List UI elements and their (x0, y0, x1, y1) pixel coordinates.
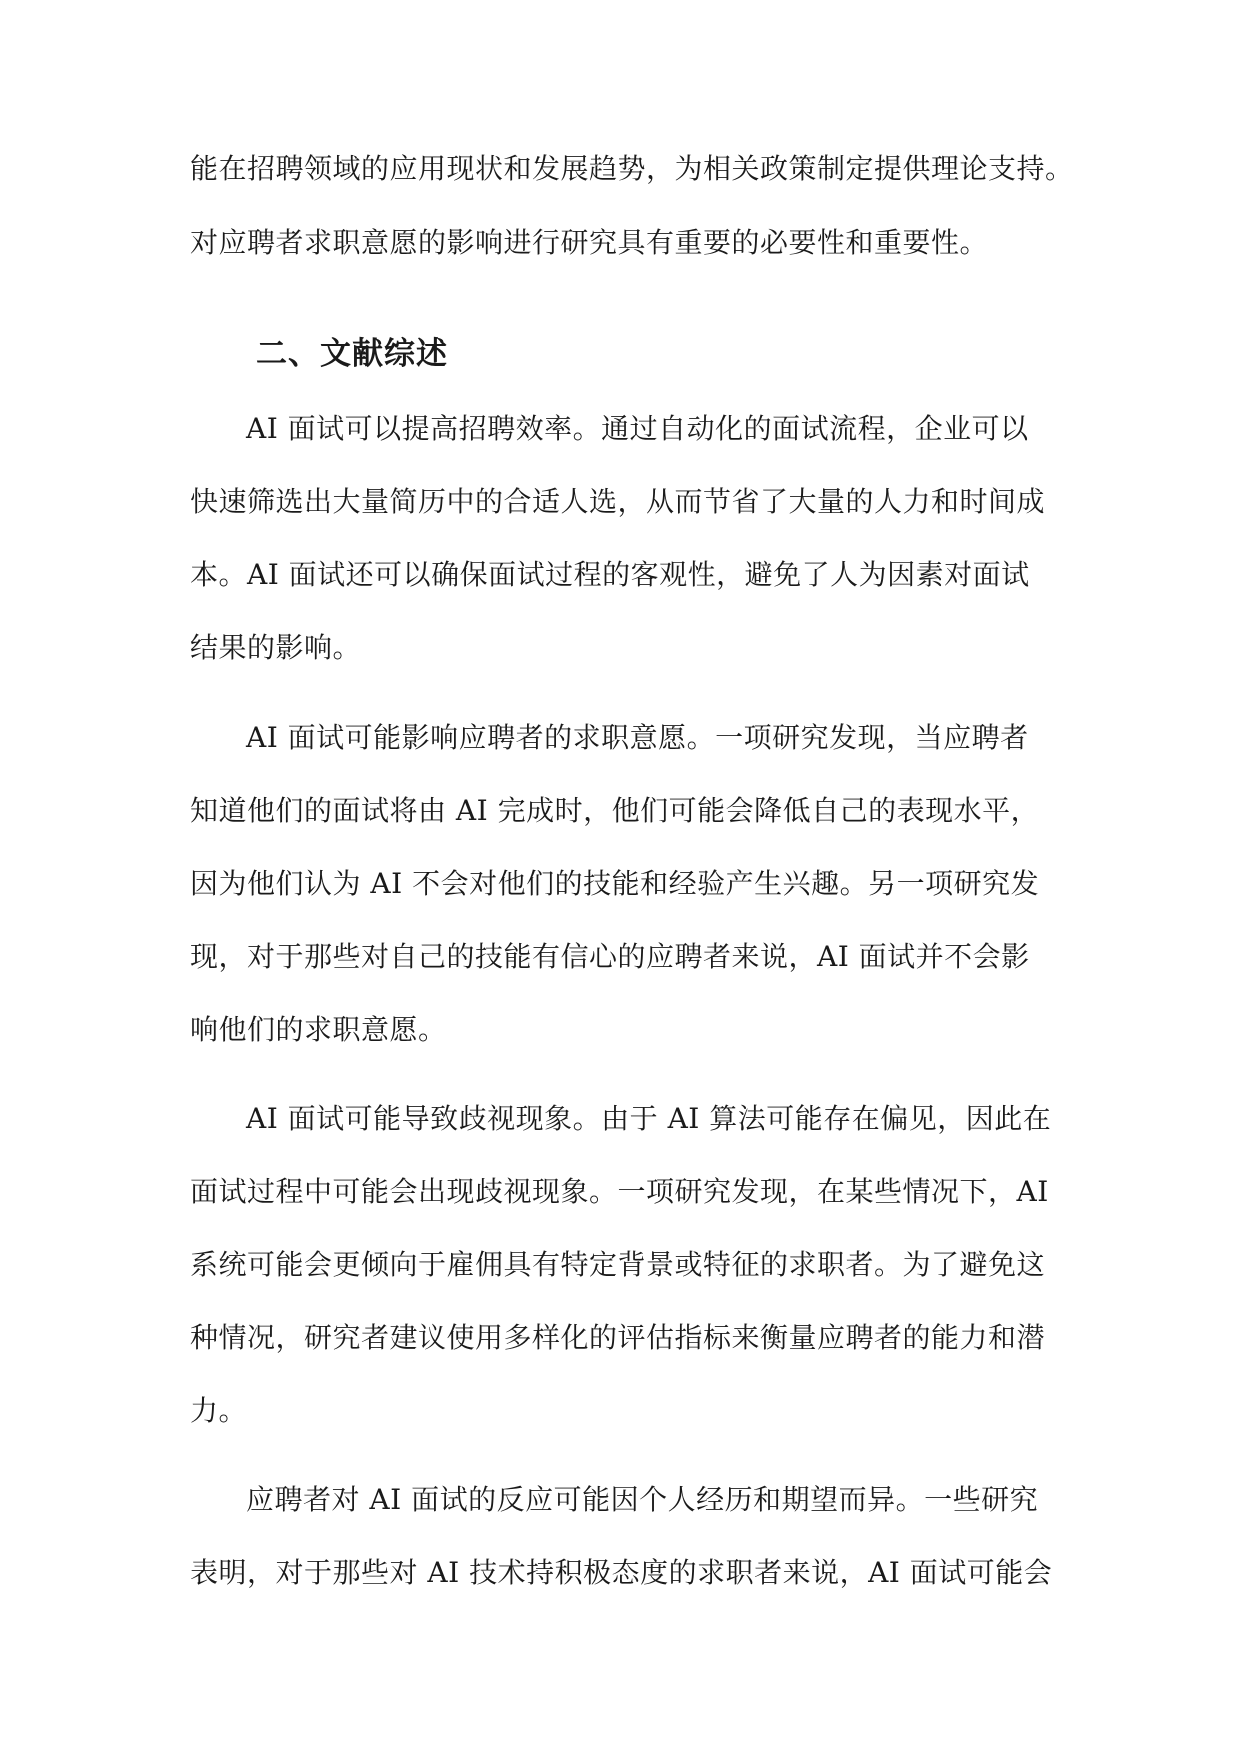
intro-line-1: 能在招聘领域的应用现状和发展趋势，为相关政策制定提供理论支持。 (190, 152, 1074, 185)
paragraph-3-line-3: 系统可能会更倾向于雇佣具有特定背景或特征的求职者。为了避免这 (190, 1248, 1046, 1281)
paragraph-3-line-4: 种情况，研究者建议使用多样化的评估指标来衡量应聘者的能力和潜 (190, 1321, 1046, 1354)
paragraph-4-line-2: 表明，对于那些对 AI 技术持积极态度的求职者来说，AI 面试可能会 (190, 1556, 1053, 1589)
paragraph-1-line-3: 本。AI 面试还可以确保面试过程的客观性，避免了人为因素对面试 (190, 558, 1030, 591)
paragraph-1-line-1: AI 面试可以提高招聘效率。通过自动化的面试流程，企业可以 (246, 412, 1029, 445)
paragraph-2-line-4: 现，对于那些对自己的技能有信心的应聘者来说，AI 面试并不会影 (190, 940, 1030, 973)
paragraph-3-line-1: AI 面试可能导致歧视现象。由于 AI 算法可能存在偏见，因此在 (246, 1102, 1052, 1135)
paragraph-2-line-2: 知道他们的面试将由 AI 完成时，他们可能会降低自己的表现水平， (190, 794, 1040, 827)
intro-line-2: 对应聘者求职意愿的影响进行研究具有重要的必要性和重要性。 (190, 226, 989, 259)
section-heading: 二、文献综述 (256, 336, 448, 372)
paragraph-4-line-1: 应聘者对 AI 面试的反应可能因个人经历和期望而异。一些研究 (246, 1483, 1039, 1516)
paragraph-1-line-4: 结果的影响。 (190, 631, 362, 664)
paragraph-3-line-5: 力。 (190, 1394, 248, 1427)
paragraph-3-line-2: 面试过程中可能会出现歧视现象。一项研究发现，在某些情况下，AI (190, 1175, 1049, 1208)
paragraph-2-line-5: 响他们的求职意愿。 (190, 1013, 447, 1046)
paragraph-1-line-2: 快速筛选出大量简历中的合适人选，从而节省了大量的人力和时间成 (190, 485, 1046, 518)
paragraph-2-line-3: 因为他们认为 AI 不会对他们的技能和经验产生兴趣。另一项研究发 (190, 867, 1040, 900)
paragraph-2-line-1: AI 面试可能影响应聘者的求职意愿。一项研究发现，当应聘者 (246, 721, 1029, 754)
